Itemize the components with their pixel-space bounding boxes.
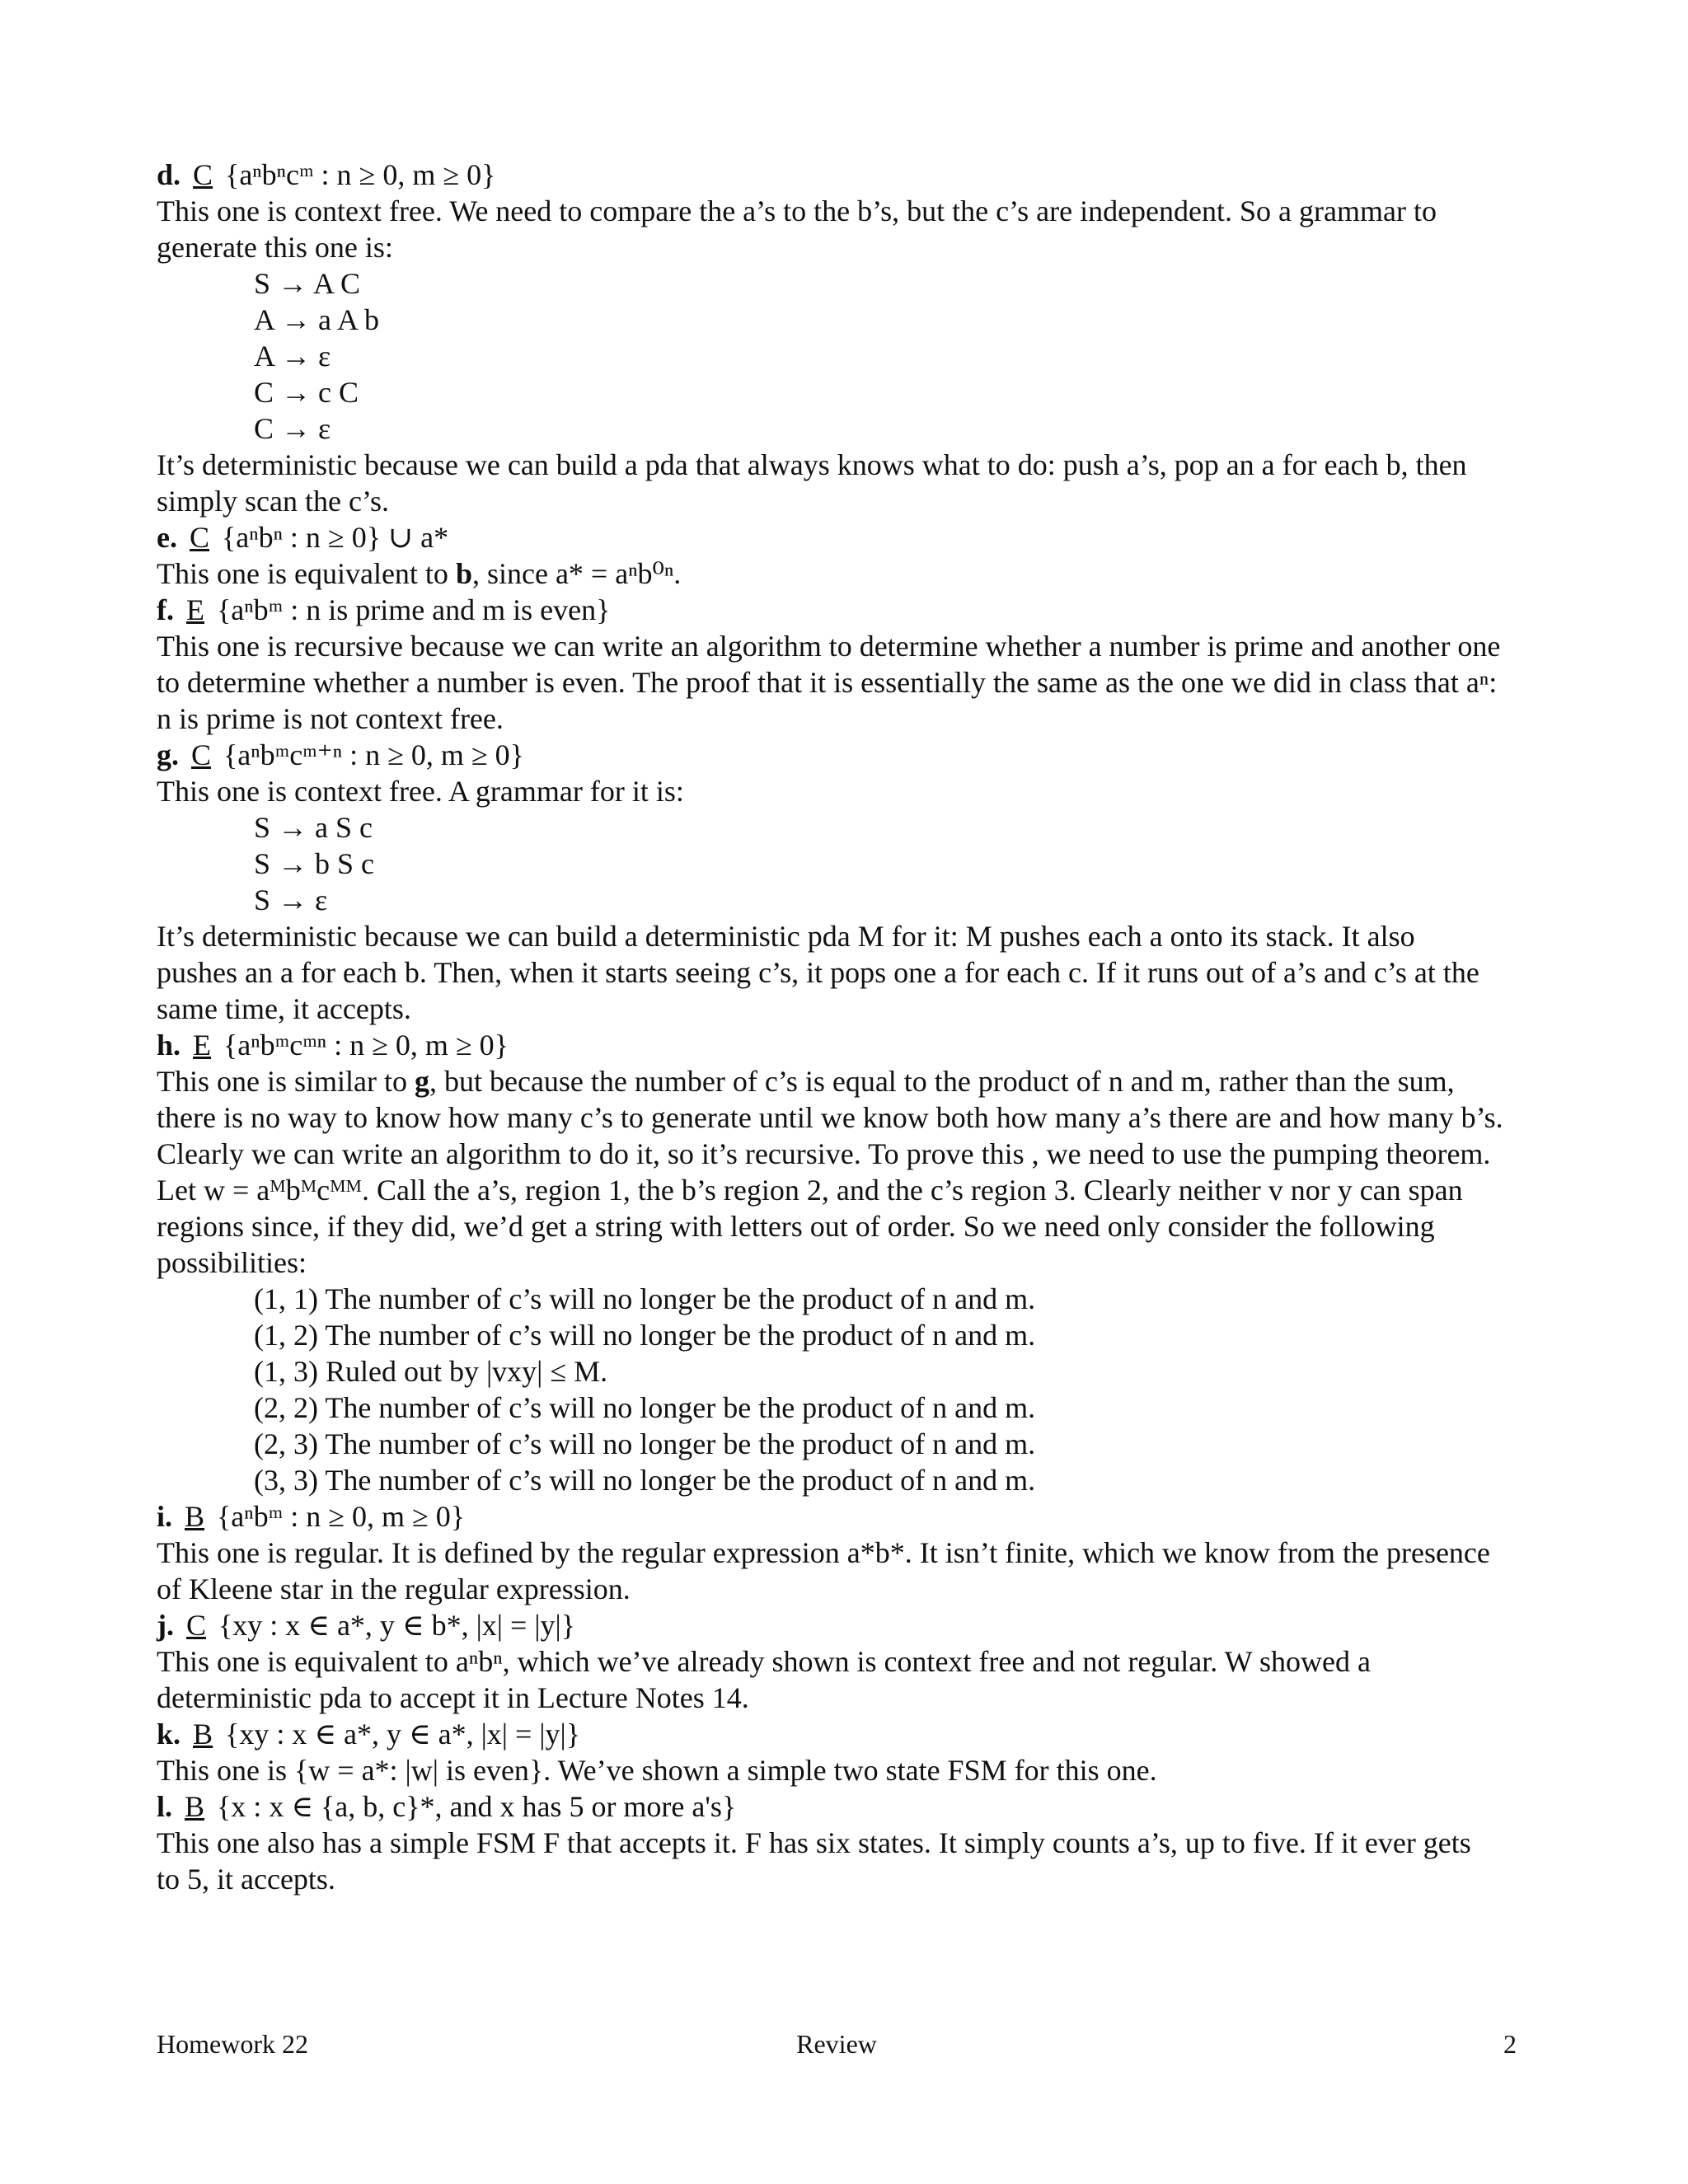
answer-blank: C	[193, 158, 213, 191]
paragraph-line: same time, it accepts.	[157, 992, 411, 1025]
text-run: , but because the number of c’s is equal to the product of n and m, rather than the sum,	[429, 1065, 1455, 1098]
text-run: This one is similar to	[157, 1065, 415, 1098]
case-line: (1, 2) The number of c’s will no longer be the product of n and m.	[254, 1319, 1036, 1352]
language-set: {xy : x ∈ a*, y ∈ a*, |x| = |y|}	[225, 1718, 580, 1750]
item-label: h.	[157, 1029, 181, 1062]
paragraph-line: n is prime is not context free.	[157, 702, 504, 735]
text-run: This one is equivalent to	[157, 557, 456, 590]
answer-blank: C	[189, 521, 209, 554]
item-l-header	[157, 1788, 1541, 1825]
item-label: f.	[157, 593, 174, 626]
answer-blank: B	[185, 1790, 205, 1823]
language-set: {aⁿbⁿ : n ≥ 0} ∪ a*	[222, 521, 449, 554]
answer-blank: E	[186, 593, 204, 626]
item-label: l.	[157, 1790, 173, 1823]
footer-center: Review	[796, 2029, 877, 2059]
grammar-rule: C → ε	[254, 412, 331, 445]
item-h-header	[157, 1027, 1541, 1063]
paragraph-line: generate this one is:	[157, 231, 393, 264]
answer-blank: E	[193, 1029, 212, 1062]
language-set: {aⁿbᵐcᵐⁿ : n ≥ 0, m ≥ 0}	[223, 1029, 509, 1062]
case-line: (2, 3) The number of c’s will no longer be the product of n and m.	[254, 1427, 1036, 1460]
paragraph-line: This one also has a simple FSM F that accepts it. F has six states. It simply counts a’s, up to five. If it ever gets	[157, 1826, 1471, 1859]
item-g-header	[157, 737, 1541, 773]
item-label: g.	[157, 738, 179, 771]
grammar-rule: S → b S c	[254, 847, 375, 880]
grammar-rule: S → a S c	[254, 811, 373, 844]
item-f-header	[157, 592, 1541, 628]
grammar-rule: A → a A b	[254, 303, 380, 336]
item-i-header	[157, 1498, 1541, 1535]
paragraph-line: possibilities:	[157, 1246, 307, 1279]
item-d-header	[157, 157, 1541, 193]
page-footer	[157, 2026, 1517, 2062]
document-body	[157, 157, 1541, 1897]
case-line: (2, 2) The number of c’s will no longer be the product of n and m.	[254, 1391, 1036, 1424]
item-k-header	[157, 1716, 1541, 1752]
language-set: {aⁿbⁿcᵐ : n ≥ 0, m ≥ 0}	[225, 158, 496, 191]
paragraph-line: deterministic pda to accept it in Lecture Notes 14.	[157, 1681, 749, 1714]
paragraph-line: there is no way to know how many c’s to generate until we know both how many a’s there are and how many b’s.	[157, 1101, 1503, 1134]
bold-ref: b	[455, 557, 472, 590]
answer-blank: C	[186, 1609, 207, 1642]
paragraph-line: simply scan the c’s.	[157, 485, 389, 518]
paragraph-line: This one is recursive because we can write an algorithm to determine whether a number is prime and another one	[157, 630, 1501, 663]
page-number: 2	[1503, 2029, 1517, 2059]
paragraph-line: to 5, it accepts.	[157, 1863, 335, 1896]
paragraph-line	[157, 555, 1541, 592]
case-line: (1, 1) The number of c’s will no longer be the product of n and m.	[254, 1282, 1036, 1315]
language-set: {aⁿbᵐ : n ≥ 0, m ≥ 0}	[217, 1500, 466, 1533]
bold-ref: g	[414, 1065, 429, 1098]
paragraph-line: Clearly we can write an algorithm to do it, so it’s recursive. To prove this , we need to use the pumping theorem.	[157, 1137, 1491, 1170]
grammar-rule: S → A C	[254, 267, 361, 300]
item-label: e.	[157, 521, 177, 554]
language-set: {xy : x ∈ a*, y ∈ b*, |x| = |y|}	[218, 1609, 575, 1642]
paragraph-line: This one is equivalent to aⁿbⁿ, which we’ve already shown is context free and not regular. W showed a	[157, 1645, 1371, 1678]
paragraph-line: This one is {w = a*: |w| is even}. We’ve shown a simple two state FSM for this one.	[157, 1754, 1157, 1787]
paragraph-line: to determine whether a number is even. The proof that it is essentially the same as the one we did in class that aⁿ:	[157, 666, 1498, 699]
paragraph-line: This one is context free. A grammar for it is:	[157, 775, 684, 808]
text-run: , since a* = aⁿb⁰ⁿ.	[471, 557, 682, 590]
item-label: j.	[157, 1609, 174, 1642]
paragraph-line: of Kleene star in the regular expression.	[157, 1572, 631, 1605]
paragraph-line: pushes an a for each b. Then, when it starts seeing c’s, it pops one a for each c. If it runs out of a’s and c’s at the	[157, 956, 1479, 989]
paragraph-line: regions since, if they did, we’d get a string with letters out of order. So we need only consider the following	[157, 1210, 1435, 1243]
language-set: {aⁿbᵐ : n is prime and m is even}	[217, 593, 611, 626]
paragraph-line: It’s deterministic because we can build a pda that always knows what to do: push a’s, pop an a for each b, then	[157, 448, 1467, 481]
language-set: {aⁿbᵐcᵐ⁺ⁿ : n ≥ 0, m ≥ 0}	[223, 738, 524, 771]
footer-left: Homework 22	[157, 2029, 308, 2059]
item-j-header	[157, 1607, 1541, 1643]
language-set: {x : x ∈ {a, b, c}*, and x has 5 or more a's}	[217, 1790, 737, 1823]
paragraph-line: It’s deterministic because we can build a deterministic pda M for it: M pushes each a onto its stack. It also	[157, 920, 1415, 953]
answer-blank: B	[193, 1718, 213, 1750]
item-e-header	[157, 519, 1541, 555]
answer-blank: B	[185, 1500, 205, 1533]
paragraph-line: This one is regular. It is defined by the regular expression a*b*. It isn’t finite, which we know from the presence	[157, 1536, 1490, 1569]
item-label: i.	[157, 1500, 173, 1533]
grammar-rule: A → ε	[254, 340, 331, 373]
paragraph-line: Let w = aᴹbᴹcᴹᴹ. Call the a’s, region 1, the b’s region 2, and the c’s region 3. Clearly neither v nor y can span	[157, 1174, 1463, 1207]
answer-blank: C	[191, 738, 212, 771]
paragraph-line: This one is context free. We need to compare the a’s to the b’s, but the c’s are independent. So a grammar to	[157, 194, 1437, 227]
case-line: (1, 3) Ruled out by |vxy| ≤ M.	[254, 1355, 608, 1388]
item-label: d.	[157, 158, 181, 191]
case-line: (3, 3) The number of c’s will no longer be the product of n and m.	[254, 1464, 1036, 1497]
grammar-rule: S → ε	[254, 883, 328, 916]
item-label: k.	[157, 1718, 181, 1750]
grammar-rule: C → c C	[254, 376, 359, 409]
paragraph-line	[157, 1063, 1541, 1099]
